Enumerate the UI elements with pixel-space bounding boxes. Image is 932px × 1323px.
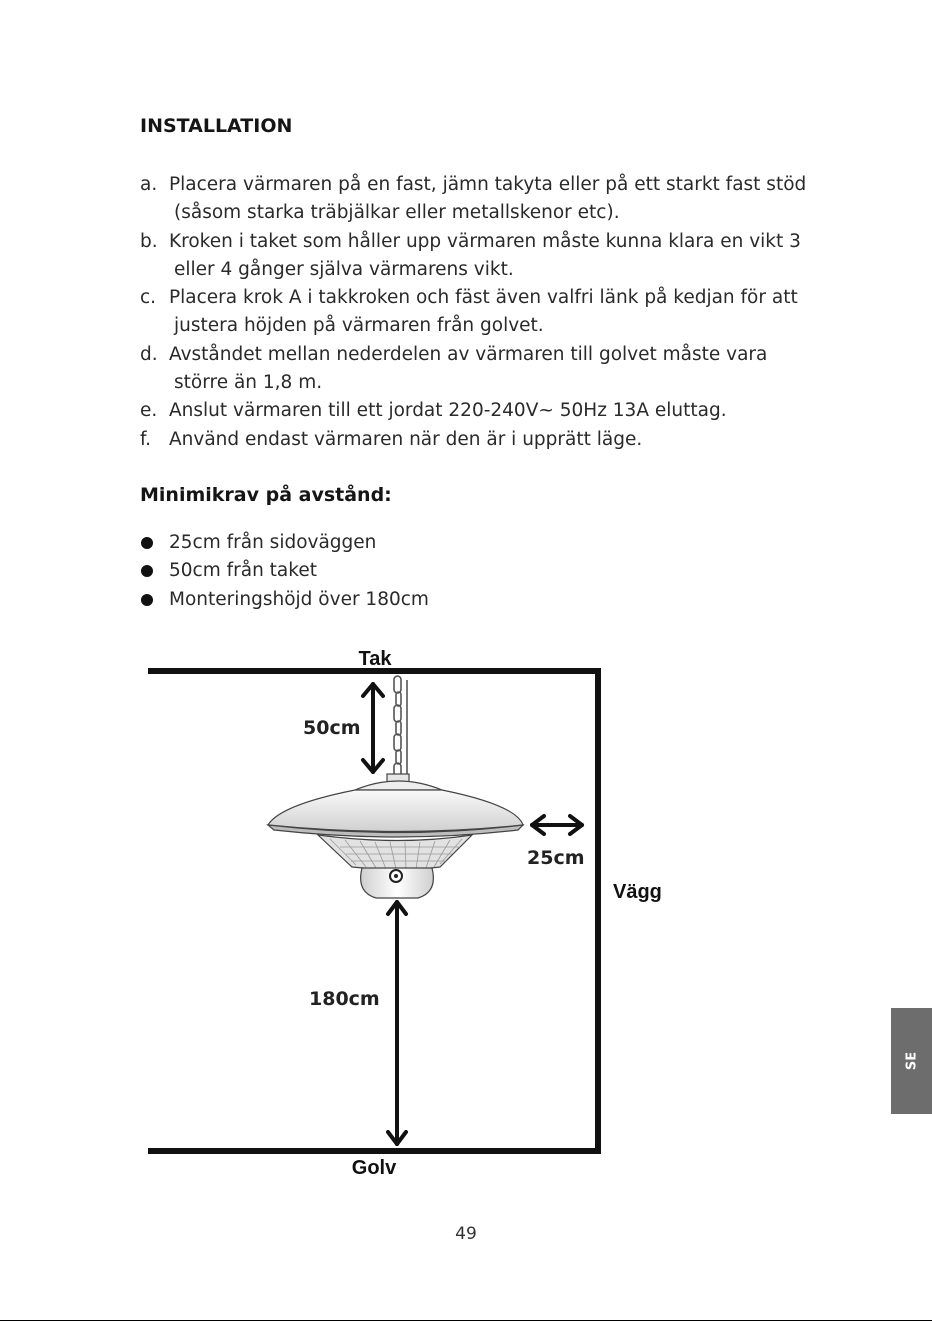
side-distance-arrow <box>532 816 582 834</box>
list-item <box>140 426 820 454</box>
bullet-icon <box>141 537 153 549</box>
bullet-icon <box>141 565 153 577</box>
language-tab <box>891 1008 932 1114</box>
list-item <box>140 397 820 425</box>
list-item <box>140 284 820 341</box>
list-item <box>140 529 429 557</box>
top-distance-label: 50cm <box>303 717 361 739</box>
list-item-text: Anslut värmaren till ett jordat 220-240V~ 50Hz 13A eluttag. <box>169 400 727 422</box>
clearance-heading: Minimikrav på avstånd: <box>140 484 392 506</box>
list-item <box>140 586 429 614</box>
list-item <box>140 341 820 398</box>
language-tab-label: SE <box>904 1051 919 1071</box>
heater-icon <box>268 774 523 898</box>
side-distance-label: 25cm <box>527 847 585 869</box>
wall-label: Vägg <box>613 881 662 903</box>
installation-heading: INSTALLATION <box>140 115 293 137</box>
bottom-distance-label: 180cm <box>309 988 380 1010</box>
bottom-distance-arrow <box>388 902 406 1144</box>
list-item-letter: f. <box>140 428 152 450</box>
list-item-text: Använd endast värmaren när den är i upprätt läge. <box>169 428 643 450</box>
clearance-diagram <box>0 640 700 1185</box>
page-number: 49 <box>455 1224 477 1244</box>
list-item-letter: d. <box>140 343 158 365</box>
list-item-text-continued: (såsom starka träbjälkar eller metallskenor etc). <box>174 202 620 224</box>
bottom-border <box>0 1320 932 1321</box>
list-item-letter: c. <box>140 287 157 309</box>
bullet-icon <box>141 594 153 606</box>
list-item-letter: e. <box>140 400 158 422</box>
list-item-text: Avståndet mellan nederdelen av värmaren till golvet måste vara <box>169 343 768 365</box>
top-distance-arrow <box>363 684 383 772</box>
list-item-text-continued: eller 4 gånger själva värmarens vikt. <box>174 258 514 280</box>
list-item-text: Placera krok A i takkroken och fäst även valfri länk på kedjan för att <box>169 287 798 309</box>
list-item-text: Monteringshöjd över 180cm <box>169 588 429 610</box>
list-item <box>140 557 429 585</box>
list-item <box>140 228 820 285</box>
list-item-text: 25cm från sidoväggen <box>169 532 377 553</box>
list-item-letter: a. <box>140 174 158 195</box>
installation-list <box>140 171 820 454</box>
ceiling-label: Tak <box>358 648 392 670</box>
list-item-letter: b. <box>140 230 158 252</box>
list-item-text: 50cm från taket <box>169 560 317 582</box>
list-item-text-continued: justera höjden på värmaren från golvet. <box>174 315 544 337</box>
list-item-text-continued: större än 1,8 m. <box>174 372 323 394</box>
clearance-list <box>140 529 429 614</box>
list-item-text: Kroken i taket som håller upp värmaren måste kunna klara en vikt 3 <box>169 230 801 252</box>
list-item <box>140 171 820 228</box>
floor-label: Golv <box>351 1157 397 1179</box>
list-item-text: Placera värmaren på en fast, jämn takyta eller på ett starkt fast stöd <box>169 174 807 195</box>
chain-icon <box>394 676 407 780</box>
